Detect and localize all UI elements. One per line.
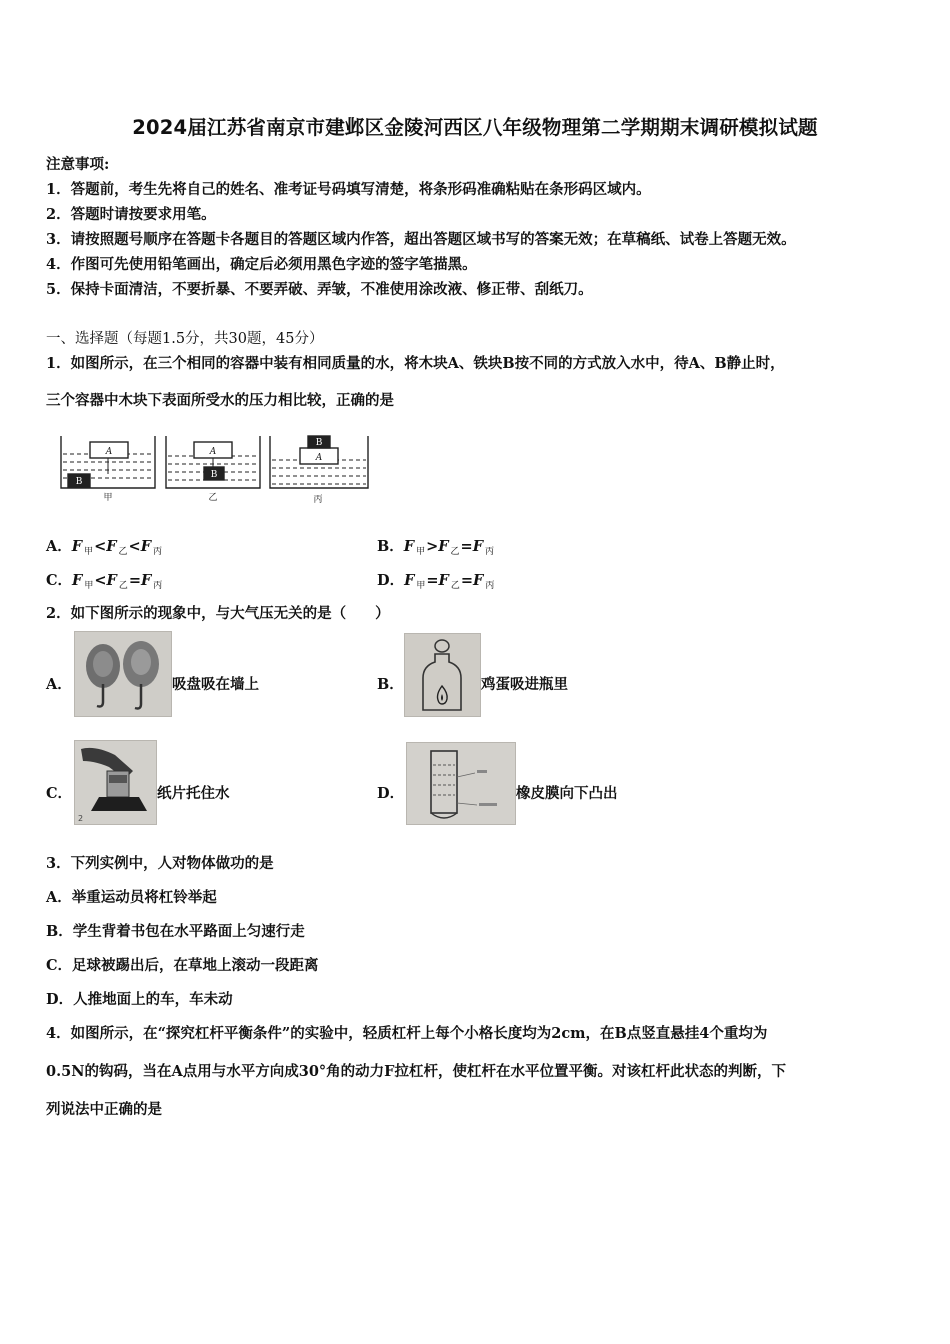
subscript: 丙 bbox=[485, 581, 495, 591]
q4-stem-line1: 4．如图所示，在“探究杠杆平衡条件”的实验中，轻质杠杆上每个小格长度均为2cm，在B点竖直悬挂4个重均为 bbox=[46, 1025, 768, 1042]
operator: = bbox=[460, 572, 474, 589]
force-symbol: F bbox=[472, 538, 483, 555]
subscript: 甲 bbox=[84, 581, 94, 591]
operator: = bbox=[460, 538, 473, 555]
q1-stem-line2: 三个容器中木块下表面所受水的压力相比较，正确的是 bbox=[46, 392, 394, 409]
force-symbol: F bbox=[140, 572, 152, 589]
q1-containers-figure bbox=[56, 432, 376, 506]
q3-stem: 3．下列实例中，人对物体做功的是 bbox=[46, 855, 274, 872]
q1-option-c[interactable] bbox=[46, 569, 163, 591]
operator: = bbox=[426, 572, 439, 589]
q2-option-d-text: 橡皮膜向下凸出 bbox=[516, 785, 618, 802]
block-a-label: A bbox=[105, 447, 113, 457]
q3-option-b[interactable]: B．学生背着书包在水平路面上匀速行走 bbox=[46, 923, 305, 940]
block-a-label: A bbox=[315, 453, 323, 463]
q2-option-d-letter[interactable]: D． bbox=[377, 785, 405, 802]
notice-item: 1．答题前，考生先将自己的姓名、准考证号码填写清楚，将条形码准确粘贴在条形码区域内。 bbox=[46, 181, 651, 198]
q1-option-d[interactable] bbox=[377, 569, 495, 591]
q2-option-a-letter[interactable]: A． bbox=[46, 676, 72, 693]
q1-option-b[interactable] bbox=[377, 535, 495, 557]
paper-holds-water-photo bbox=[74, 740, 157, 825]
force-symbol: F bbox=[71, 538, 83, 555]
q4-stem-line2: 0.5N的钩码，当在A点用与水平方向成30°角的动力F拉杠杆，使杠杆在水平位置平衡。对该杠杆此状态的判断，下 bbox=[46, 1063, 786, 1080]
page-title: 2024届江苏省南京市建邺区金陵河西区八年级物理第二学期期末调研模拟试题 bbox=[132, 116, 818, 139]
option-letter: B． bbox=[377, 538, 404, 555]
q3-option-a[interactable]: A．举重运动员将杠铃举起 bbox=[46, 889, 217, 906]
q2-option-b-text: 鸡蛋吸进瓶里 bbox=[481, 676, 568, 693]
force-symbol: F bbox=[106, 572, 117, 589]
q2-option-c-letter[interactable]: C． bbox=[46, 785, 73, 802]
operator: < bbox=[94, 572, 107, 589]
subscript: 丙 bbox=[485, 547, 495, 557]
q2-option-a-text: 吸盘吸在墙上 bbox=[172, 676, 259, 693]
operator: = bbox=[128, 572, 141, 589]
container-label-bing: 丙 bbox=[313, 495, 323, 505]
force-symbol: F bbox=[438, 538, 449, 555]
block-b-label: B bbox=[315, 438, 323, 448]
option-letter: C． bbox=[46, 572, 73, 589]
container-yi bbox=[166, 436, 260, 488]
force-symbol: F bbox=[140, 538, 151, 555]
container-label-yi: 乙 bbox=[208, 493, 218, 503]
q3-option-d[interactable]: D．人推地面上的车，车未动 bbox=[46, 991, 233, 1008]
photo-page-mark: 2 bbox=[78, 814, 84, 823]
subscript: 乙 bbox=[118, 581, 128, 591]
force-symbol: F bbox=[403, 538, 415, 555]
subscript: 甲 bbox=[416, 547, 426, 557]
subscript: 丙 bbox=[153, 547, 163, 557]
option-letter: A． bbox=[46, 538, 72, 555]
force-symbol: F bbox=[106, 538, 117, 555]
suction-cup-photo bbox=[74, 631, 172, 717]
container-label-jia: 甲 bbox=[103, 493, 113, 503]
subscript: 甲 bbox=[84, 547, 94, 557]
block-a-label: A bbox=[209, 447, 217, 457]
notice-item: 2．答题时请按要求用笔。 bbox=[46, 206, 216, 223]
q1-stem-line1: 1．如图所示，在三个相同的容器中装有相同质量的水，将木块A、铁块B按不同的方式放入水中，待A、B静止时， bbox=[46, 355, 785, 372]
block-b-label: B bbox=[75, 477, 83, 487]
subscript: 丙 bbox=[153, 581, 163, 591]
subscript: 乙 bbox=[450, 581, 460, 591]
notice-item: 4．作图可先使用铅笔画出，确定后必须用黑色字迹的签字笔描黑。 bbox=[46, 256, 477, 273]
force-symbol: F bbox=[72, 572, 83, 589]
force-symbol: F bbox=[473, 572, 484, 589]
notice-heading: 注意事项: bbox=[46, 156, 110, 173]
operator: > bbox=[426, 538, 439, 555]
operator: < bbox=[94, 538, 107, 555]
egg-bottle-photo bbox=[404, 633, 481, 717]
force-symbol: F bbox=[404, 572, 415, 589]
force-symbol: F bbox=[438, 572, 449, 589]
operator: < bbox=[128, 538, 141, 555]
q4-stem-line3: 列说法中正确的是 bbox=[46, 1101, 162, 1118]
q2-option-c-text: 纸片托住水 bbox=[157, 785, 230, 802]
subscript: 甲 bbox=[416, 581, 426, 591]
subscript: 乙 bbox=[118, 547, 128, 557]
q3-option-c[interactable]: C．足球被踢出后，在草地上滚动一段距离 bbox=[46, 957, 319, 974]
subscript: 乙 bbox=[450, 547, 460, 557]
q2-stem: 2．如下图所示的现象中，与大气压无关的是（ ） bbox=[46, 605, 390, 622]
section-heading: 一、选择题（每题1.5分，共30题，45分） bbox=[46, 331, 324, 347]
option-letter: D． bbox=[377, 572, 405, 589]
q1-option-a[interactable] bbox=[46, 535, 163, 557]
notice-item: 5．保持卡面清洁，不要折暴、不要弄破、弄皱，不准使用涂改液、修正带、刮纸刀。 bbox=[46, 281, 593, 298]
q2-option-b-letter[interactable]: B． bbox=[377, 676, 404, 693]
notice-item: 3．请按照题号顺序在答题卡各题目的答题区域内作答，超出答题区域书写的答案无效；在草稿纸、试卷上答题无效。 bbox=[46, 231, 796, 248]
block-b-label: B bbox=[210, 470, 218, 480]
rubber-membrane-photo bbox=[406, 742, 516, 825]
